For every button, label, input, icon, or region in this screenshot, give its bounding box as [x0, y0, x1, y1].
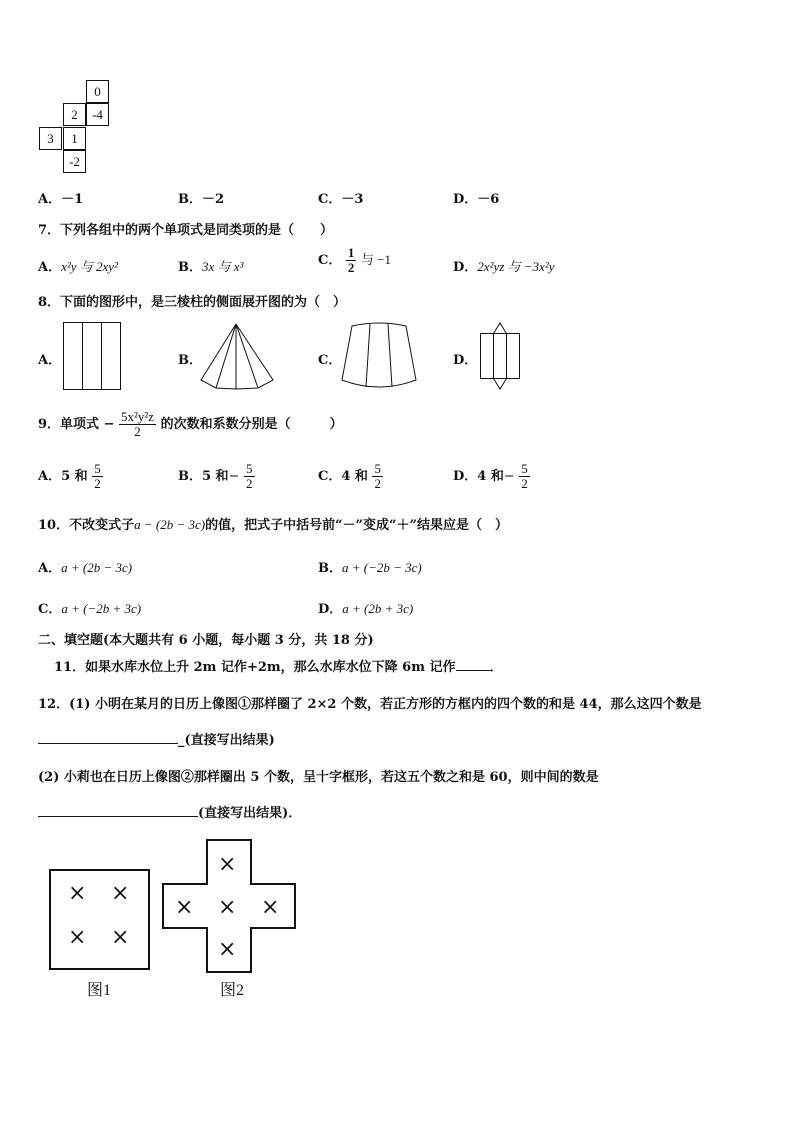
figure-2-caption: 图2: [220, 982, 245, 999]
fraction: $\frac{5}{2}$: [246, 461, 253, 491]
cross-mark: ×: [111, 881, 130, 906]
q8-option-c-label[interactable]: C．: [318, 353, 342, 368]
net-cell: -2: [63, 150, 86, 173]
q6-option-c[interactable]: C．－3: [318, 192, 364, 207]
q8-option-a-label[interactable]: A．: [38, 353, 62, 368]
fraction: $\frac{\text{5x²y²z}}{2}$: [121, 409, 155, 439]
q10-option-d[interactable]: D．a + (2b + 3c): [318, 601, 414, 617]
q11-text: 11．如果水库水位上升 2m 记作+2m，那么水库水位下降 6m 记作 ．: [54, 660, 503, 675]
q6-option-a[interactable]: A．－1: [38, 192, 84, 207]
q10-option-c[interactable]: C．a + (−2b + 3c): [38, 601, 142, 617]
q7-option-a[interactable]: A．x²y 与 2xy²: [38, 259, 118, 275]
q7-option-c[interactable]: C． $\frac{1}{2}$ 与 −1: [318, 245, 392, 275]
fraction: $\frac{5}{2}$: [521, 461, 528, 491]
q10-option-b[interactable]: B．a + (−2b − 3c): [318, 560, 422, 576]
cross-mark: ×: [218, 895, 237, 920]
cross-mark: ×: [218, 852, 237, 877]
cross-mark: ×: [111, 925, 130, 950]
answer-blank[interactable]: [38, 816, 198, 817]
fraction: $\frac{5}{2}$: [374, 461, 381, 491]
q8-option-b-label[interactable]: B．: [178, 353, 202, 368]
net-cell: 2: [63, 103, 86, 126]
q7-option-b[interactable]: B．3x 与 x³: [178, 259, 244, 275]
cross-mark: ×: [261, 895, 280, 920]
q6-option-b[interactable]: B．－2: [178, 192, 225, 207]
q9-option-d[interactable]: D．4 和− $\frac{5}{2}$: [453, 461, 528, 491]
q12-part2-text: (2) 小莉也在日历上像图②那样圈出 5 个数，呈十字框形，若这五个数之和是 60，则中间的数是: [38, 770, 599, 785]
q9-option-b[interactable]: B．5 和− $\frac{5}{2}$: [178, 461, 253, 491]
cross-mark: ×: [175, 895, 194, 920]
three-rectangles-figure: [63, 322, 121, 390]
answer-blank[interactable]: [38, 743, 178, 744]
q12-part1-answer: _(直接写出结果): [38, 729, 275, 748]
figure-1-caption: 图1: [87, 982, 112, 999]
net-cell: 1: [63, 127, 86, 150]
section-heading: 二、填空题(本大题共有 6 小题，每小题 3 分，共 18 分): [38, 633, 374, 648]
q8-stem: 8．下面的图形中，是三棱柱的侧面展开图的为（ ）: [38, 295, 347, 310]
prism-net-figure: [477, 322, 523, 390]
pyramid-net-figure: [198, 322, 276, 390]
q7-option-d[interactable]: D．2x²yz 与 −3x²y: [453, 259, 555, 275]
net-cell: 3: [39, 127, 62, 150]
frustum-net-figure: [340, 322, 418, 390]
cross-mark: ×: [68, 925, 87, 950]
q7-stem: 7．下列各组中的两个单项式是同类项的是（ ）: [38, 223, 334, 238]
q10-option-a[interactable]: A．a + (2b − 3c): [38, 560, 133, 576]
answer-blank[interactable]: [456, 670, 490, 671]
q12-part1-text: 12．(1) 小明在某月的日历上像图①那样圈了 2×2 个数，若正方形的方框内的四个数的和是 44，那么这四个数是: [38, 697, 702, 712]
cross-mark: ×: [218, 937, 237, 962]
q8-option-d-label[interactable]: D．: [453, 353, 478, 368]
figure-1-square: [49, 869, 150, 970]
q6-option-d[interactable]: D．－6: [453, 192, 500, 207]
q9-stem: 9．单项式 − $\frac{\text{5x²y²z}}{2}$ 的次数和系数分别是（ ）: [38, 409, 343, 439]
q10-stem: 10．不改变式子a − (2b − 3c)的值，把式子中括号前“－”变成“＋”结果应是（ ）: [38, 517, 508, 533]
fraction: $\frac{1}{2}$: [347, 245, 355, 275]
q9-option-a[interactable]: A．5 和 $\frac{5}{2}$: [38, 461, 101, 491]
cross-mark: ×: [68, 881, 87, 906]
q12-part2-answer: (直接写出结果)．: [38, 802, 301, 821]
net-cell: 0: [86, 80, 109, 103]
net-cell: -4: [86, 103, 109, 126]
fraction: $\frac{5}{2}$: [94, 461, 101, 491]
q9-option-c[interactable]: C．4 和 $\frac{5}{2}$: [318, 461, 381, 491]
